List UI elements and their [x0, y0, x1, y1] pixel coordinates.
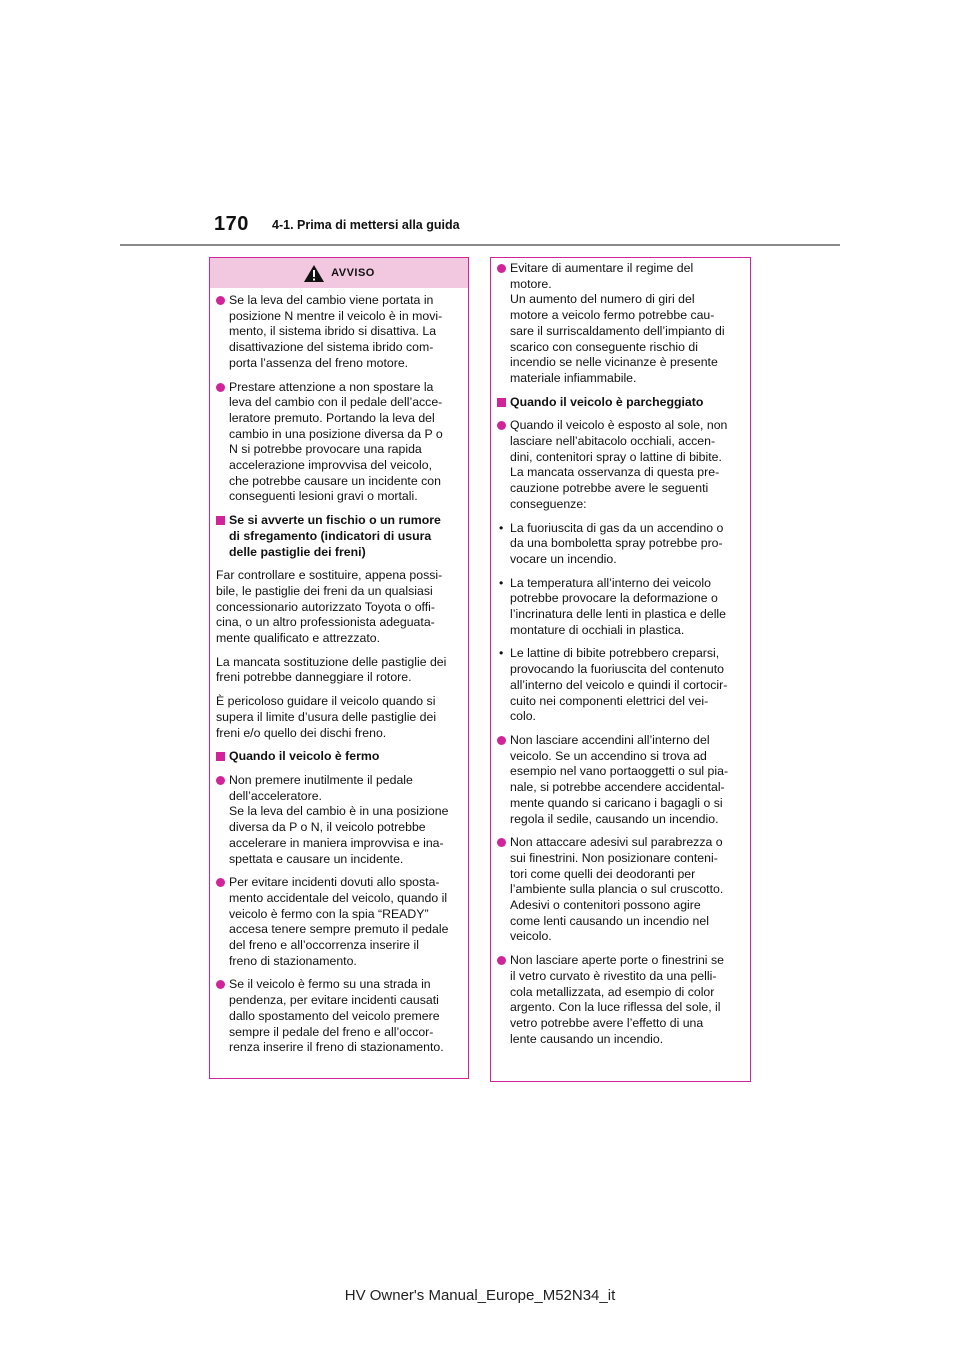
text-line: La fuoriuscita di gas da un accendino o — [510, 520, 724, 535]
dash-bullet-icon: • — [499, 646, 504, 661]
paragraph — [216, 655, 458, 686]
text-line: all’interno del veicolo e quindi il cortocir- — [510, 677, 728, 692]
bullet-item — [216, 875, 458, 969]
text-line: incendio se nelle vicinanze è presente — [510, 355, 718, 370]
text-line: colo. — [510, 709, 536, 724]
paragraph — [216, 568, 458, 647]
bullet-icon — [216, 776, 225, 785]
text-line: accelerazione improvvisa del veicolo, — [229, 458, 432, 473]
bullet-item — [216, 977, 458, 1056]
text-line: La mancata sostituzione delle pastiglie dei — [216, 654, 447, 669]
text-line: accelerare in maniera improvvisa e ina- — [229, 835, 444, 850]
text-line: veicolo è fermo con la spia “READY” — [229, 906, 429, 921]
text-line: dini, contenitori spray o lattine di bibite. — [510, 449, 722, 464]
text-line: montature di occhiali in plastica. — [510, 622, 685, 637]
section-heading — [216, 513, 458, 560]
text-line: come lenti causando un incendio nel — [510, 913, 709, 928]
dash-item — [497, 576, 740, 639]
text-line: mento accidentale del veicolo, quando il — [229, 890, 448, 905]
text-line: delle pastiglie dei freni) — [229, 544, 366, 559]
text-line: materiale infiammabile. — [510, 370, 637, 385]
text-line: mento, il sistema ibrido si disattiva. La — [229, 324, 437, 339]
text-line: l’incrinatura delle lenti in plastica e delle — [510, 607, 727, 622]
text-line: sare il surriscaldamento dell’impianto di — [510, 323, 725, 338]
text-line: Un aumento del numero di giri del — [510, 292, 695, 307]
paragraph — [216, 694, 458, 741]
text-line: Se il veicolo è fermo su una strada in — [229, 977, 431, 992]
text-line: mente qualificato e attrezzato. — [216, 631, 381, 646]
text-line: Non attaccare adesivi sul parabrezza o — [510, 835, 723, 850]
square-bullet-icon — [216, 516, 225, 525]
square-bullet-icon — [497, 398, 506, 407]
text-line: cambio in una posizione diversa da P o — [229, 426, 443, 441]
warning-triangle-icon — [303, 264, 325, 283]
bullet-icon — [216, 383, 225, 392]
text-line: vetro potrebbe avere l’effetto di una — [510, 1015, 704, 1030]
text-line: leva del cambio con il pedale dell’acce- — [229, 395, 443, 410]
text-line: Le lattine di bibite potrebbero creparsi, — [510, 646, 720, 661]
text-line: sui finestrini. Non posizionare conteni- — [510, 850, 718, 865]
text-line: vocare un incendio. — [510, 551, 617, 566]
text-line: tori come quelli dei deodoranti per — [510, 866, 696, 881]
text-line: renza inserire il freno di stazionamento. — [229, 1040, 444, 1055]
text-line: disattivazione del sistema ibrido com- — [229, 340, 434, 355]
text-line: conseguenze: — [510, 496, 587, 511]
bullet-icon — [216, 980, 225, 989]
bullet-icon — [497, 264, 506, 273]
warning-box-right — [490, 257, 751, 1082]
text-line: cina, o un altro professionista adeguata- — [216, 615, 435, 630]
text-line: Per evitare incidenti dovuti allo sposta- — [229, 875, 440, 890]
bullet-icon — [497, 956, 506, 965]
text-line: veicolo. Se un accendino si trova ad — [510, 748, 707, 763]
text-line: conseguenti lesioni gravi o mortali. — [229, 489, 418, 504]
text-line: il vetro curvato è rivestito da una pelli- — [510, 968, 717, 983]
warning-title: AVVISO — [331, 267, 375, 279]
text-line: nale, si potrebbe accendere accidental- — [510, 780, 725, 795]
text-line: cauzione potrebbe avere le seguenti — [510, 481, 709, 496]
text-line: freno di stazionamento. — [229, 953, 357, 968]
bullet-item — [497, 835, 740, 945]
bullet-item — [497, 418, 740, 512]
text-line: porta l’assenza del freno motore. — [229, 355, 409, 370]
text-line: motore. — [510, 276, 552, 291]
header-divider — [120, 244, 840, 246]
text-line: freni e/o quello dei dischi freno. — [216, 725, 387, 740]
bullet-item — [216, 293, 458, 372]
text-line: supera il limite d’usura delle pastiglie dei — [216, 709, 437, 724]
text-line: posizione N mentre il veicolo è in movi- — [229, 308, 443, 323]
text-line: Adesivi o contenitori possono agire — [510, 898, 701, 913]
text-line: È pericoloso guidare il veicolo quando si — [216, 694, 436, 709]
text-line: Se la leva del cambio è in una posizione — [229, 804, 449, 819]
text-line: Quando il veicolo è esposto al sole, non — [510, 418, 728, 433]
text-line: concessionario autorizzato Toyota o offi- — [216, 599, 435, 614]
text-line: regola il sedile, causando un incendio. — [510, 811, 719, 826]
text-line: Prestare attenzione a non spostare la — [229, 379, 434, 394]
section-heading — [497, 395, 740, 411]
text-line: Quando il veicolo è parcheggiato — [510, 394, 704, 409]
page-number: 170 — [214, 213, 249, 235]
text-line: Se si avverte un fischio o un rumore — [229, 513, 441, 528]
text-line: scarico con conseguente rischio di — [510, 339, 698, 354]
text-line: cuito nei componenti elettrici del vei- — [510, 693, 709, 708]
bullet-item — [216, 380, 458, 506]
bullet-icon — [497, 421, 506, 430]
bullet-item — [216, 773, 458, 867]
text-line: dallo spostamento del veicolo premere — [229, 1008, 440, 1023]
text-line: del freno e all’occorrenza inserire il — [229, 938, 420, 953]
text-line: veicolo. — [510, 929, 552, 944]
text-line: da una bomboletta spray potrebbe pro- — [510, 536, 723, 551]
dash-item — [497, 521, 740, 568]
text-line: Non lasciare accendini all’interno del — [510, 732, 710, 747]
bullet-item — [497, 733, 740, 827]
dash-item — [497, 646, 740, 725]
text-line: potrebbe provocare la deformazione o — [510, 591, 718, 606]
text-line: spettata e causare un incidente. — [229, 851, 404, 866]
footer-manual-id: HV Owner's Manual_Europe_M52N34_it — [344, 1287, 616, 1304]
text-line: accesa tenere sempre premuto il pedale — [229, 922, 449, 937]
text-line: Non premere inutilmente il pedale — [229, 772, 413, 787]
text-line: Non lasciare aperte porte o finestrini se — [510, 953, 724, 968]
text-line: mente quando si caricano i bagagli o si — [510, 795, 723, 810]
text-line: bile, le pastiglie dei freni da un qualsiasi — [216, 583, 433, 598]
text-line: Evitare di aumentare il regime del — [510, 261, 694, 275]
square-bullet-icon — [216, 752, 225, 761]
text-line: diversa da P o N, il veicolo potrebbe — [229, 820, 426, 835]
bullet-icon — [216, 878, 225, 887]
text-line: l’ambiente sulla plancia o sul cruscotto. — [510, 882, 724, 897]
bullet-item — [497, 261, 740, 387]
text-line: di sfregamento (indicatori di usura — [229, 528, 432, 543]
section-heading — [216, 749, 458, 765]
text-line: La mancata osservanza di questa pre- — [510, 465, 720, 480]
text-line: motore a veicolo fermo potrebbe cau- — [510, 308, 715, 323]
text-line: lente causando un incendio. — [510, 1031, 664, 1046]
bullet-icon — [216, 296, 225, 305]
text-line: esempio nel vano portaoggetti o sul pia- — [510, 764, 729, 779]
dash-bullet-icon: • — [499, 520, 504, 535]
text-line: Far controllare e sostituire, appena possi- — [216, 568, 443, 583]
text-line: N si potrebbe provocare una rapida — [229, 442, 422, 457]
bullet-icon — [497, 736, 506, 745]
warning-header — [210, 258, 468, 288]
text-line: cola metallizzata, ad esempio di color — [510, 984, 715, 999]
text-line: che potrebbe causare un incidente con — [229, 473, 441, 488]
text-line: Se la leva del cambio viene portata in — [229, 293, 434, 307]
dash-bullet-icon: • — [499, 575, 504, 590]
text-line: leratore premuto. Portando la leva del — [229, 410, 435, 425]
text-line: provocando la fuoriuscita del contenuto — [510, 662, 724, 677]
text-line: freni potrebbe danneggiare il rotore. — [216, 670, 412, 685]
warning-box-left — [209, 257, 469, 1079]
text-line: Quando il veicolo è fermo — [229, 749, 380, 764]
text-line: pendenza, per evitare incidenti causati — [229, 993, 439, 1008]
bullet-item — [497, 953, 740, 1047]
text-line: dell’acceleratore. — [229, 788, 322, 803]
text-line: La temperatura all’interno dei veicolo — [510, 575, 711, 590]
section-title: 4-1. Prima di mettersi alla guida — [272, 218, 460, 232]
text-line: argento. Con la luce riflessa del sole, il — [510, 1000, 721, 1015]
bullet-icon — [497, 838, 506, 847]
text-line: sempre il pedale del freno e all’occor- — [229, 1024, 434, 1039]
text-line: lasciare nell’abitacolo occhiali, accen- — [510, 434, 716, 449]
